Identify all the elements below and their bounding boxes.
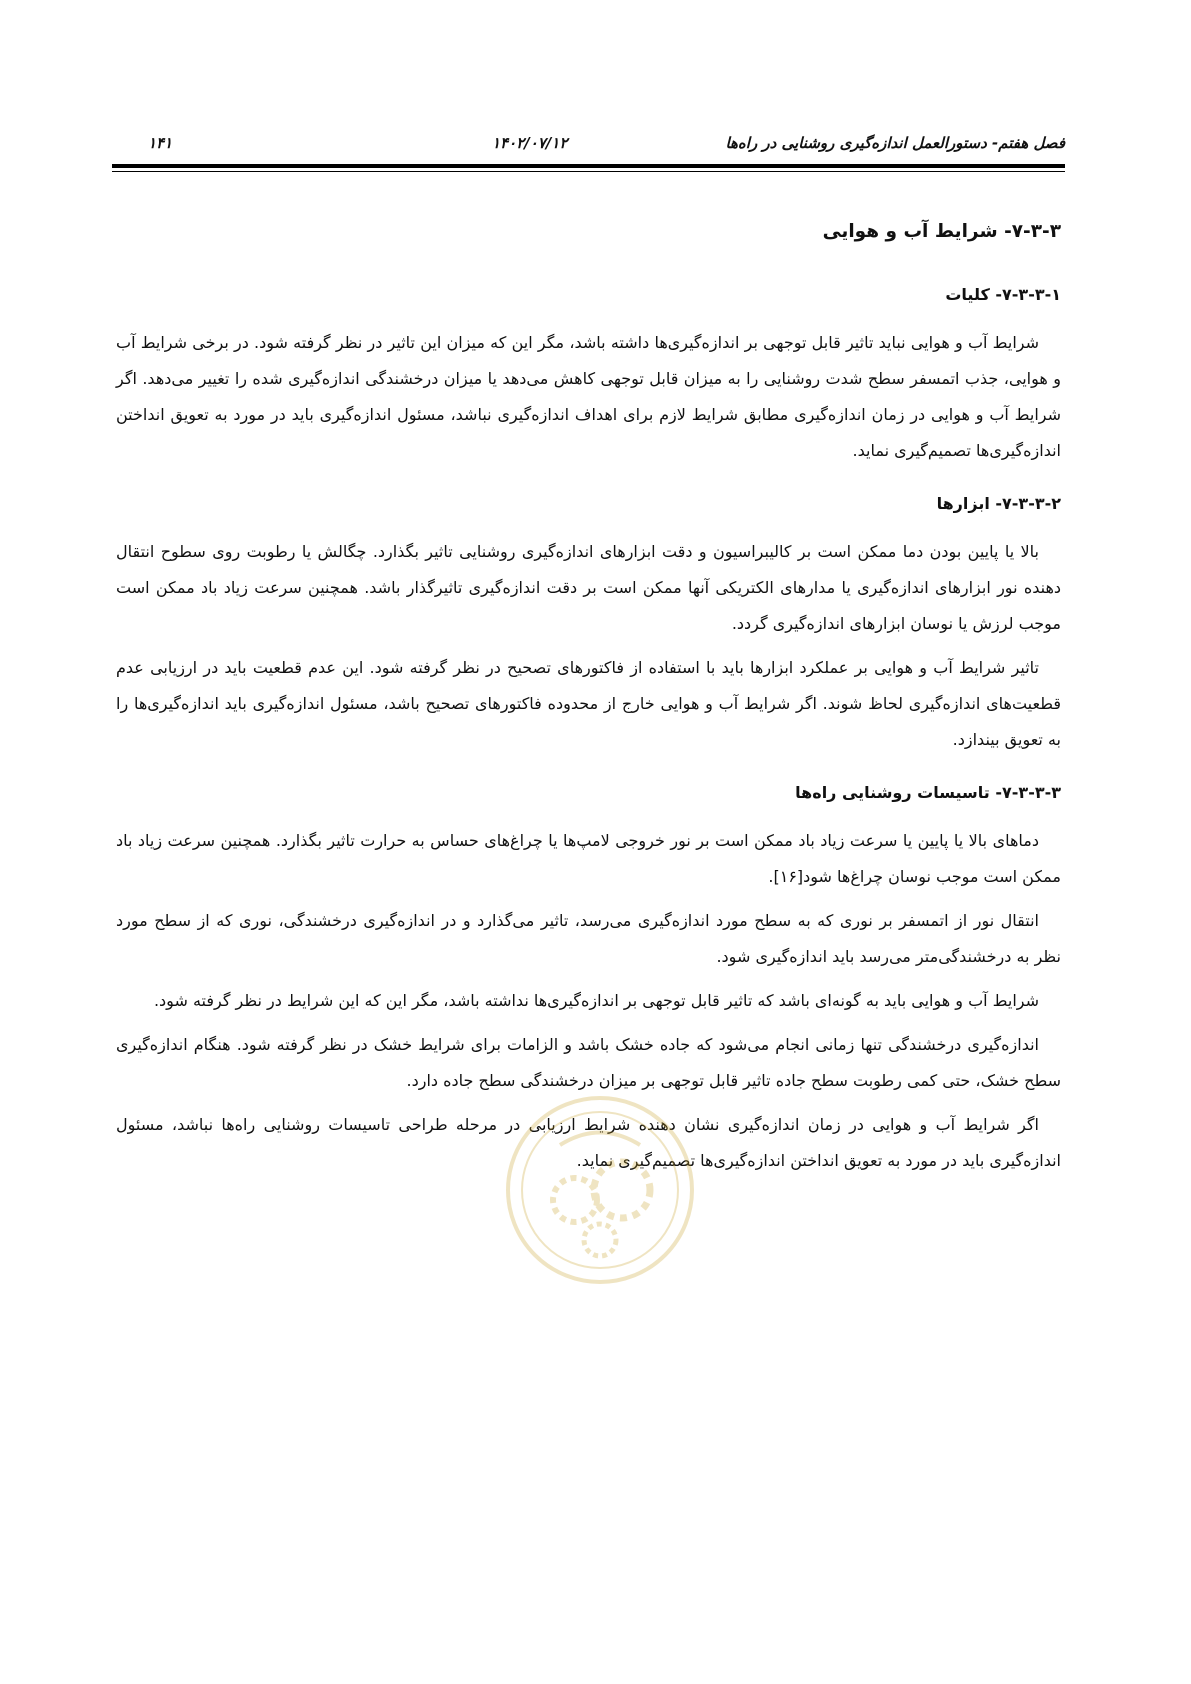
subsection-heading-general: ۷-۳-۳-۱- کلیات [945,285,1061,304]
paragraph: دماهای بالا یا پایین یا سرعت زیاد باد ممکن است بر نور خروجی لامپ‌ها یا چراغ‌های حساس به حرارت تاثیر بگذارد. همچنین سرعت زیاد باد ممکن است موجب نوسان چراغ‌ها شود[۱۶]. [116,831,1061,886]
section-heading: ۷-۳-۳- شرایط آب و هوایی [822,221,1061,242]
header-rule-thin [112,171,1065,172]
header-date: ۱۴۰۲/۰۷/۱۲ [492,134,568,152]
header-chapter-title: فصل هفتم- دستورالعمل اندازه‌گیری روشنایی در راه‌ها [725,134,1065,152]
running-header [112,128,1065,158]
paragraph: شرایط آب و هوایی نباید تاثیر قابل توجهی بر اندازه‌گیری‌ها داشته باشد، مگر این که میزان این تاثیر در نظر گرفته شود. در برخی شرایط آب و هوایی، جذب اتمسفر سطح شدت روشنایی را به میزان قابل توجهی کاهش می‌دهد یا میزان درخشندگی اندازه‌گیری شده را تغییر می‌دهد. اگر شرایط آب و هوایی در زمان اندازه‌گیری مطابق شرایط لازم برای اهداف اندازه‌گیری نباشد، مسئول اندازه‌گیری باید در مورد به تعویق انداختن اندازه‌گیری‌ها تصمیم‌گیری نماید. [116,333,1061,460]
paragraph: تاثیر شرایط آب و هوایی بر عملکرد ابزارها باید با استفاده از فاکتورهای تصحیح در نظر گرفته شود. این عدم قطعیت باید در ارزیابی عدم قطعیت‌های اندازه‌گیری لحاظ شوند. اگر شرایط آب و هوایی خارج از محدوده فاکتورهای تصحیح باشد، مسئول اندازه‌گیری باید اندازه‌گیری‌ها را به تعویق بیندازد. [116,658,1061,749]
header-rule-thick [112,164,1065,168]
paragraph: انتقال نور از اتمسفر بر نوری که به سطح مورد اندازه‌گیری می‌رسد، تاثیر می‌گذارد و در اندازه‌گیری درخشندگی، نوری که از سطح مورد نظر به درخشندگی‌متر می‌رسد باید اندازه‌گیری شود. [116,911,1061,966]
document-body [116,214,1061,1179]
subsection-heading-installations: ۷-۳-۳-۳- تاسیسات روشنایی راه‌ها [795,783,1061,802]
paragraph: بالا یا پایین بودن دما ممکن است بر کالیبراسیون و دقت ابزارهای اندازه‌گیری روشنایی تاثیر بگذارد. چگالش یا رطوبت روی سطوح انتقال دهنده نور ابزارهای اندازه‌گیری یا مدارهای الکتریکی آنها ممکن است بر دقت اندازه‌گیری تاثیرگذار باشد. همچنین سرعت زیاد باد ممکن است موجب لرزش یا نوسان ابزارهای اندازه‌گیری گردد. [116,542,1061,633]
paragraph: اندازه‌گیری درخشندگی تنها زمانی انجام می‌شود که جاده خشک باشد و الزامات برای شرایط خشک در نظر گرفته شود. هنگام اندازه‌گیری سطح خشک، حتی کمی رطوبت سطح جاده تاثیر قابل توجهی بر میزان درخشندگی سطح جاده دارد. [116,1035,1061,1090]
paragraph: اگر شرایط آب و هوایی در زمان اندازه‌گیری نشان دهنده شرایط ارزیابی در مرحله طراحی تاسیسات روشنایی راه‌ها نباشد، مسئول اندازه‌گیری باید در مورد به تعویق انداختن اندازه‌گیری‌ها تصمیم‌گیری نماید. [116,1115,1061,1170]
watermark-seal-icon [500,1090,700,1290]
paragraph: شرایط آب و هوایی باید به گونه‌ای باشد که تاثیر قابل توجهی بر اندازه‌گیری‌ها نداشته باشد، مگر این که این شرایط در نظر گرفته شود. [153,991,1039,1010]
page-number: ۱۴۱ [148,134,173,152]
subsection-heading-instruments: ۷-۳-۳-۲- ابزارها [936,494,1061,513]
